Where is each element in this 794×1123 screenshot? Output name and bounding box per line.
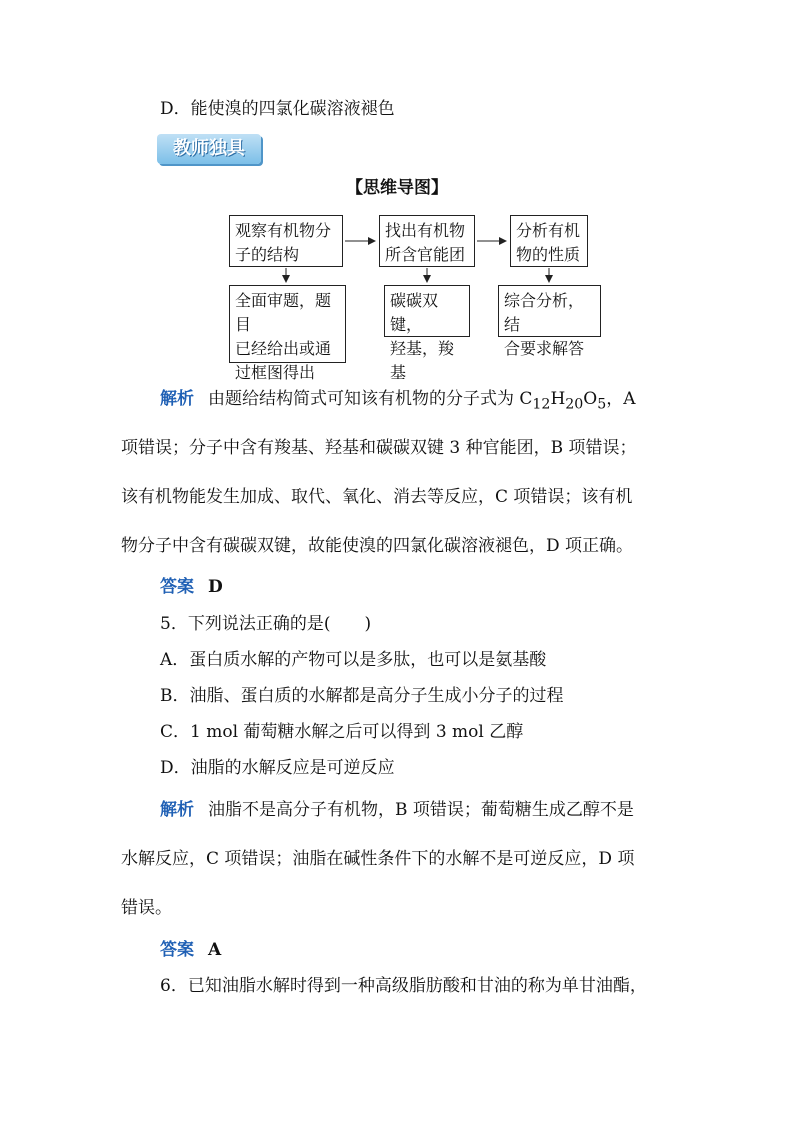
formula-sub-12: 12 — [532, 396, 551, 413]
analysis4-text-b: ，A — [606, 389, 636, 409]
analysis4-text-a: 由题给结构简式可知该有机物的分子式为 C — [208, 389, 533, 409]
mindmap-title: 【思维导图】 — [346, 178, 448, 198]
answer4-label: 答案 — [160, 577, 194, 597]
mindmap-detail1-box: 全面审题，题目 已经给出或通 过框图得出 — [229, 285, 346, 363]
mindmap-step3-box: 分析有机 物的性质 — [510, 215, 588, 267]
analysis5-line3: 错误。 — [121, 898, 172, 918]
formula-sub-5: 5 — [597, 396, 607, 413]
analysis4-line3: 该有机物能发生加成、取代、氧化、消去等反应，C 项错误；该有机 — [121, 487, 633, 507]
question6-stem: 6．已知油脂水解时得到一种高级脂肪酸和甘油的称为单甘油酯， — [160, 976, 647, 996]
mindmap-detail2-box: 碳碳双键， 羟基，羧基 — [384, 285, 470, 337]
analysis4-line2: 项错误；分子中含有羧基、羟基和碳碳双键 3 种官能团，B 项错误； — [121, 438, 637, 458]
teacher-exclusive-badge: 教师独具 — [157, 134, 261, 164]
answer5-value: A — [208, 940, 222, 960]
prev-option-d: D．能使溴的四氯化碳溶液褪色 — [160, 99, 395, 119]
analysis4-line4: 物分子中含有碳碳双键，故能使溴的四氯化碳溶液褪色，D 项正确。 — [121, 536, 634, 556]
mindmap-step1-box: 观察有机物分 子的结构 — [229, 215, 343, 267]
answer4-value: D — [208, 577, 223, 597]
answer4 — [160, 576, 223, 598]
mindmap-detail3-box: 综合分析，结 合要求解答 — [498, 285, 601, 337]
answer5 — [160, 939, 221, 961]
formula-sub-20: 20 — [565, 396, 584, 413]
formula-h: H — [550, 389, 566, 409]
answer5-label: 答案 — [160, 940, 194, 960]
question5-stem: 5．下列说法正确的是( ) — [160, 614, 372, 634]
analysis4-line1 — [160, 388, 636, 415]
analysis5-text: 油脂不是高分子有机物，B 项错误；葡萄糖生成乙醇不是 — [208, 800, 634, 820]
formula-o: O — [583, 389, 598, 409]
analysis5-label: 解析 — [160, 800, 194, 820]
question5-option-c: C．1 mol 葡萄糖水解之后可以得到 3 mol 乙醇 — [160, 722, 524, 742]
mindmap-step2-box: 找出有机物 所含官能团 — [379, 215, 475, 267]
question5-option-a: A．蛋白质水解的产物可以是多肽，也可以是氨基酸 — [160, 650, 547, 670]
analysis4-label: 解析 — [160, 389, 194, 409]
analysis5-line1 — [160, 799, 634, 821]
analysis5-line2: 水解反应，C 项错误；油脂在碱性条件下的水解不是可逆反应，D 项 — [121, 849, 635, 869]
question5-option-d: D．油脂的水解反应是可逆反应 — [160, 758, 395, 778]
question5-option-b: B．油脂、蛋白质的水解都是高分子生成小分子的过程 — [160, 686, 564, 706]
